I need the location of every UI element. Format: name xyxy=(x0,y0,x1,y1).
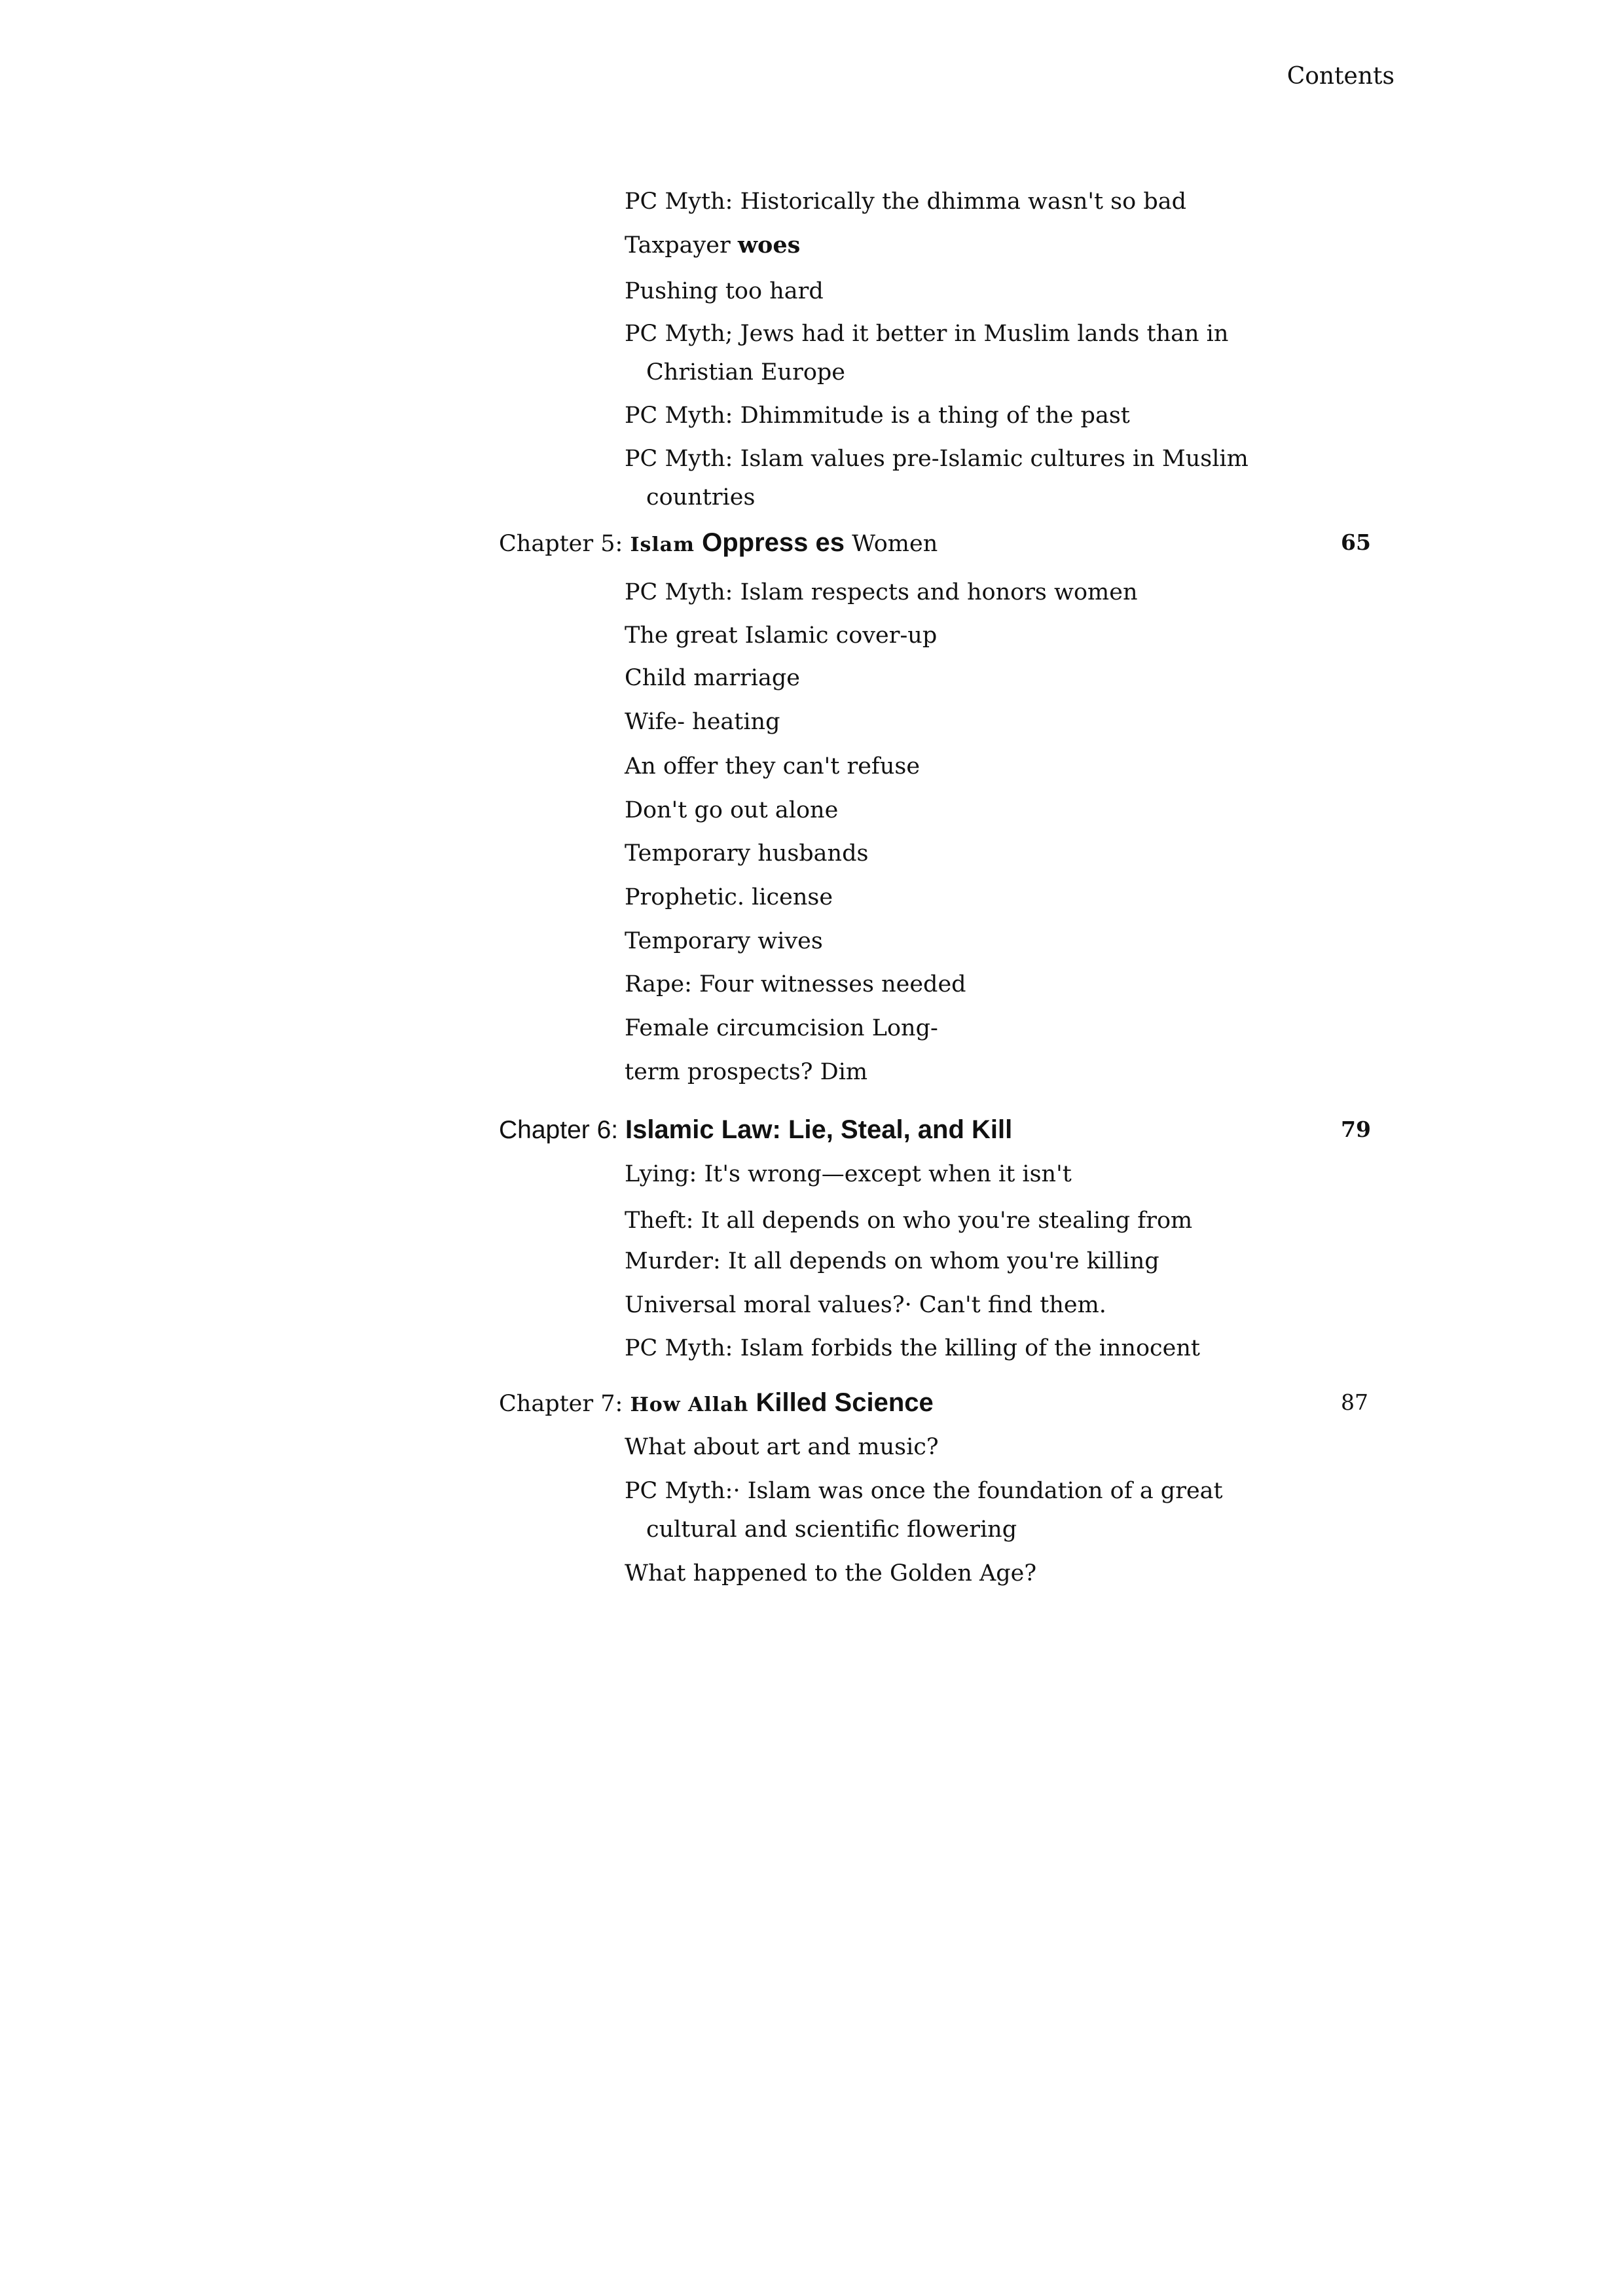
toc-entry-continued: countries xyxy=(646,484,756,511)
toc-entry-continued: Christian Europe xyxy=(646,359,846,386)
toc-entry: Female circumcision Long- xyxy=(625,1015,938,1041)
toc-entry xyxy=(625,226,1240,264)
toc-entry: An offer they can't refuse xyxy=(625,753,921,780)
chapter-7-label: Chapter 7: xyxy=(499,1391,623,1417)
toc-entry: The great Islamic cover-up xyxy=(625,622,938,649)
chapter-5-title-part: Islam xyxy=(630,533,695,556)
toc-entry: Rape: Four witnesses needed xyxy=(625,971,966,997)
toc-entry: PC Myth: Islam values pre-Islamic cultures in Muslim xyxy=(625,446,1249,472)
toc-entry: PC Myth: Dhimmitude is a thing of the past xyxy=(625,403,1130,429)
chapter-5-title-part: Oppress es xyxy=(702,528,845,557)
chapter-7-heading xyxy=(499,1384,934,1424)
toc-entry: Temporary wives xyxy=(625,928,823,954)
chapter-6-title: Islamic Law: Lie, Steal, and Kill xyxy=(625,1115,1013,1144)
toc-entry: Wife- heating xyxy=(625,709,780,735)
toc-entry-text: Taxpayer xyxy=(625,232,731,259)
toc-entry: PC Myth; Jews had it better in Muslim lands than in xyxy=(625,321,1229,347)
chapter-6-label: Chapter 6: xyxy=(499,1116,619,1144)
toc-entry: PC Myth: Historically the dhimma wasn't so bad xyxy=(625,188,1187,215)
chapter-7-page-number: 87 xyxy=(1341,1390,1368,1415)
chapter-6-heading xyxy=(499,1111,1012,1149)
chapter-6-page-number: 79 xyxy=(1341,1117,1371,1142)
toc-entry: Temporary husbands xyxy=(625,840,869,867)
toc-entry: PC Myth: Islam forbids the killing of the innocent xyxy=(625,1335,1200,1361)
chapter-7-title-part: How Allah xyxy=(630,1393,749,1416)
chapter-5-label: Chapter 5: xyxy=(499,531,623,557)
toc-entry: PC Myth:· Islam was once the foundation of a great xyxy=(625,1478,1223,1504)
running-head: Contents xyxy=(1286,63,1395,90)
toc-entry: PC Myth: Islam respects and honors women xyxy=(625,579,1138,605)
toc-entry: Theft: It all depends on who you're stealing from xyxy=(625,1208,1193,1234)
chapter-7-title-part: Killed Science xyxy=(756,1388,934,1417)
toc-entry: Murder: It all depends on whom you're killing xyxy=(625,1248,1159,1274)
toc-entry: Prophetic. license xyxy=(625,884,833,910)
toc-entry: Don't go out alone xyxy=(625,797,839,823)
toc-entry-continued: cultural and scientific flowering xyxy=(646,1516,1017,1543)
chapter-5-heading xyxy=(499,524,938,564)
chapter-5-page-number: 65 xyxy=(1341,529,1371,555)
toc-entry: term prospects? Dim xyxy=(625,1059,868,1085)
toc-entry: What about art and music? xyxy=(625,1434,939,1460)
toc-entry-bold: woes xyxy=(737,232,801,259)
toc-entry: Pushing too hard xyxy=(625,278,824,304)
toc-entry: What happened to the Golden Age? xyxy=(625,1560,1037,1587)
toc-entry: Universal moral values?· Can't find them. xyxy=(625,1292,1106,1318)
toc-entry: Lying: It's wrong—except when it isn't xyxy=(625,1161,1072,1187)
toc-entry: Child marriage xyxy=(625,665,800,691)
chapter-5-title-part: Women xyxy=(852,531,938,557)
